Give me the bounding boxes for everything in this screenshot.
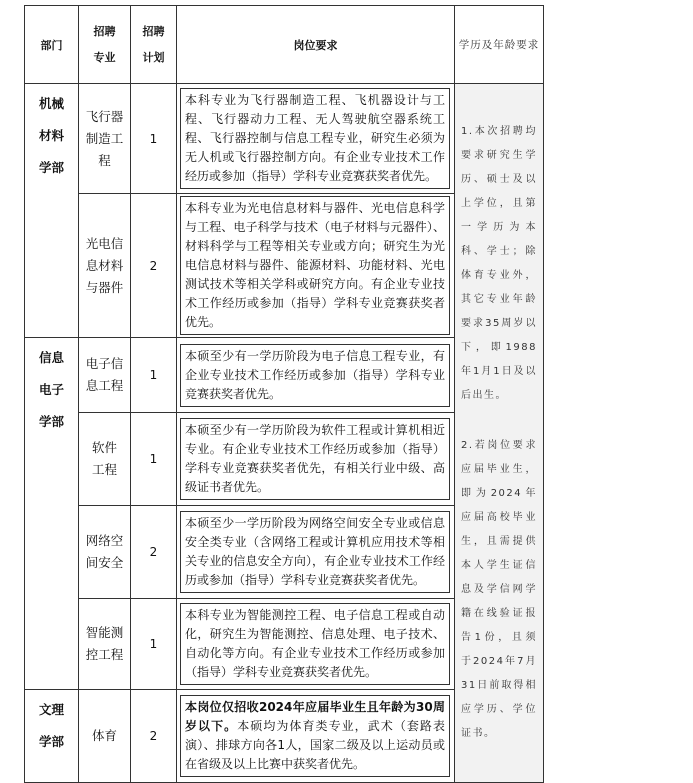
major-line: 网络空 bbox=[85, 533, 124, 548]
major-line: 智能测 bbox=[85, 625, 124, 640]
header-major-line2: 专业 bbox=[93, 50, 116, 64]
major-cell bbox=[79, 338, 131, 413]
header-dept: 部门 bbox=[25, 6, 79, 84]
major-line: 控工程 bbox=[85, 647, 124, 662]
requirement-cell bbox=[177, 413, 455, 506]
dept-cell-info-electronics bbox=[25, 338, 79, 690]
major-line: 电子信 bbox=[85, 356, 124, 371]
requirement-cell bbox=[177, 338, 455, 413]
dept-line: 机械 bbox=[38, 96, 64, 111]
header-plan bbox=[131, 6, 177, 84]
major-cell bbox=[79, 690, 131, 783]
header-major bbox=[79, 6, 131, 84]
dept-line: 学部 bbox=[38, 414, 64, 429]
requirement-text: 本科专业为飞行器制造工程、飞机器设计与工程、飞行器动力工程、无人驾驶航空器系统工程、飞行器控制与信息工程专业，研究生必须为无人机或飞行器控制方向。有企业专业技术工作经历或参加（指导）学科专业竞赛获奖者优先。 bbox=[180, 88, 450, 189]
major-line: 程 bbox=[98, 152, 111, 168]
requirement-cell bbox=[177, 506, 455, 599]
plan-cell: 2 bbox=[131, 506, 177, 599]
requirement-text: 本科专业为智能测控工程、电子信息工程或自动化，研究生为智能测控、信息处理、电子技术、自动化等方向。有企业专业技术工作经历或参加（指导）学科专业竞赛获奖者优先。 bbox=[180, 603, 450, 685]
plan-cell: 1 bbox=[131, 413, 177, 506]
major-line: 体育 bbox=[91, 728, 117, 743]
dept-line: 文理 bbox=[38, 702, 64, 717]
header-plan-line1: 招聘 bbox=[142, 24, 165, 38]
requirement-cell bbox=[177, 599, 455, 690]
major-cell bbox=[79, 413, 131, 506]
dept-line: 学部 bbox=[38, 734, 64, 749]
requirement-text: 本硕至少一学历阶段为网络空间安全专业或信息安全类专业（含网络工程或计算机应用技术等相关专业的信息安全方向），有企业专业技术工作经历或参加（指导）学科专业竞赛获奖者优先。 bbox=[180, 511, 450, 593]
header-row bbox=[25, 6, 544, 84]
major-cell bbox=[79, 84, 131, 194]
header-education: 学历及年龄要求 bbox=[455, 6, 544, 84]
major-cell bbox=[79, 599, 131, 690]
major-line: 间安全 bbox=[85, 555, 124, 570]
education-note-1: 1.本次招聘均要求研究生学历、硕士及以上学位，且第一学历为本科、学士；除体育专业外，其它专业年龄要求35周岁以下，即1988年1月1日及以后出生。 bbox=[461, 126, 537, 401]
major-line: 息材料 bbox=[85, 257, 124, 273]
education-requirements-cell bbox=[455, 84, 544, 783]
dept-line: 电子 bbox=[38, 382, 64, 397]
major-cell bbox=[79, 194, 131, 338]
dept-line: 材料 bbox=[38, 128, 64, 143]
requirement-text: 本硕至少有一学历阶段为电子信息工程专业，有企业专业技术工作经历或参加（指导）学科专业竞赛获奖者优先。 bbox=[180, 344, 450, 407]
major-line: 息工程 bbox=[85, 378, 124, 393]
major-line: 工程 bbox=[91, 462, 117, 477]
requirement-text: 本硕至少有一学历阶段为软件工程或计算机相近专业。有企业专业技术工作经历或参加（指导）学科专业竞赛获奖者优先，有相关行业中级、高级证书者优先。 bbox=[180, 418, 450, 500]
major-line: 光电信 bbox=[85, 235, 124, 251]
plan-cell: 2 bbox=[131, 194, 177, 338]
major-line: 软件 bbox=[91, 440, 117, 455]
plan-cell: 2 bbox=[131, 690, 177, 783]
dept-cell-liberal-arts bbox=[25, 690, 79, 783]
major-line: 飞行器 bbox=[85, 108, 124, 124]
header-plan-line2: 计划 bbox=[142, 50, 165, 64]
header-requirements: 岗位要求 bbox=[177, 6, 455, 84]
requirement-text: 本科专业为光电信息材料与器件、光电信息科学与工程、电子科学与技术（电子材料与元器件）、材料科学与工程等相关专业或方向；研究生为光电信息材料与器件、能源材料、功能材料、光电测试技术等相关学科或研究方向。有企业专业技术工作经历或参加（指导）学科专业竞赛获奖者优先。 bbox=[180, 196, 450, 335]
plan-cell: 1 bbox=[131, 84, 177, 194]
plan-cell: 1 bbox=[131, 599, 177, 690]
requirement-cell bbox=[177, 690, 455, 783]
requirement-cell bbox=[177, 84, 455, 194]
table-row bbox=[25, 84, 544, 194]
dept-cell-mechanical bbox=[25, 84, 79, 338]
requirement-plain-text: 本硕均为体育类专业，武术（套路表演）、排球方向各1人，国家二级及以上运动员或在省级及以上比赛中获奖者优先。 bbox=[185, 719, 445, 771]
major-line: 制造工 bbox=[85, 130, 124, 146]
dept-line: 学部 bbox=[38, 160, 64, 175]
requirement-bold-text: 本岗位仅招收2024年应届毕业生且年龄为30周岁以下。 bbox=[185, 700, 445, 733]
major-line: 与器件 bbox=[85, 279, 124, 295]
dept-line: 信息 bbox=[38, 350, 64, 365]
recruitment-table bbox=[24, 5, 544, 783]
education-note-2: 2.若岗位要求应届毕业生，即为2024年应届高校毕业生，且需提供本人学生证信息及学信网学籍在线验证报告1份，且须于2024年7月31日前取得相应学历、学位证书。 bbox=[461, 440, 537, 739]
major-cell bbox=[79, 506, 131, 599]
requirement-cell bbox=[177, 194, 455, 338]
header-major-line1: 招聘 bbox=[93, 24, 116, 38]
plan-cell: 1 bbox=[131, 338, 177, 413]
recruitment-table-wrapper bbox=[24, 5, 543, 771]
requirement-text bbox=[180, 695, 450, 777]
